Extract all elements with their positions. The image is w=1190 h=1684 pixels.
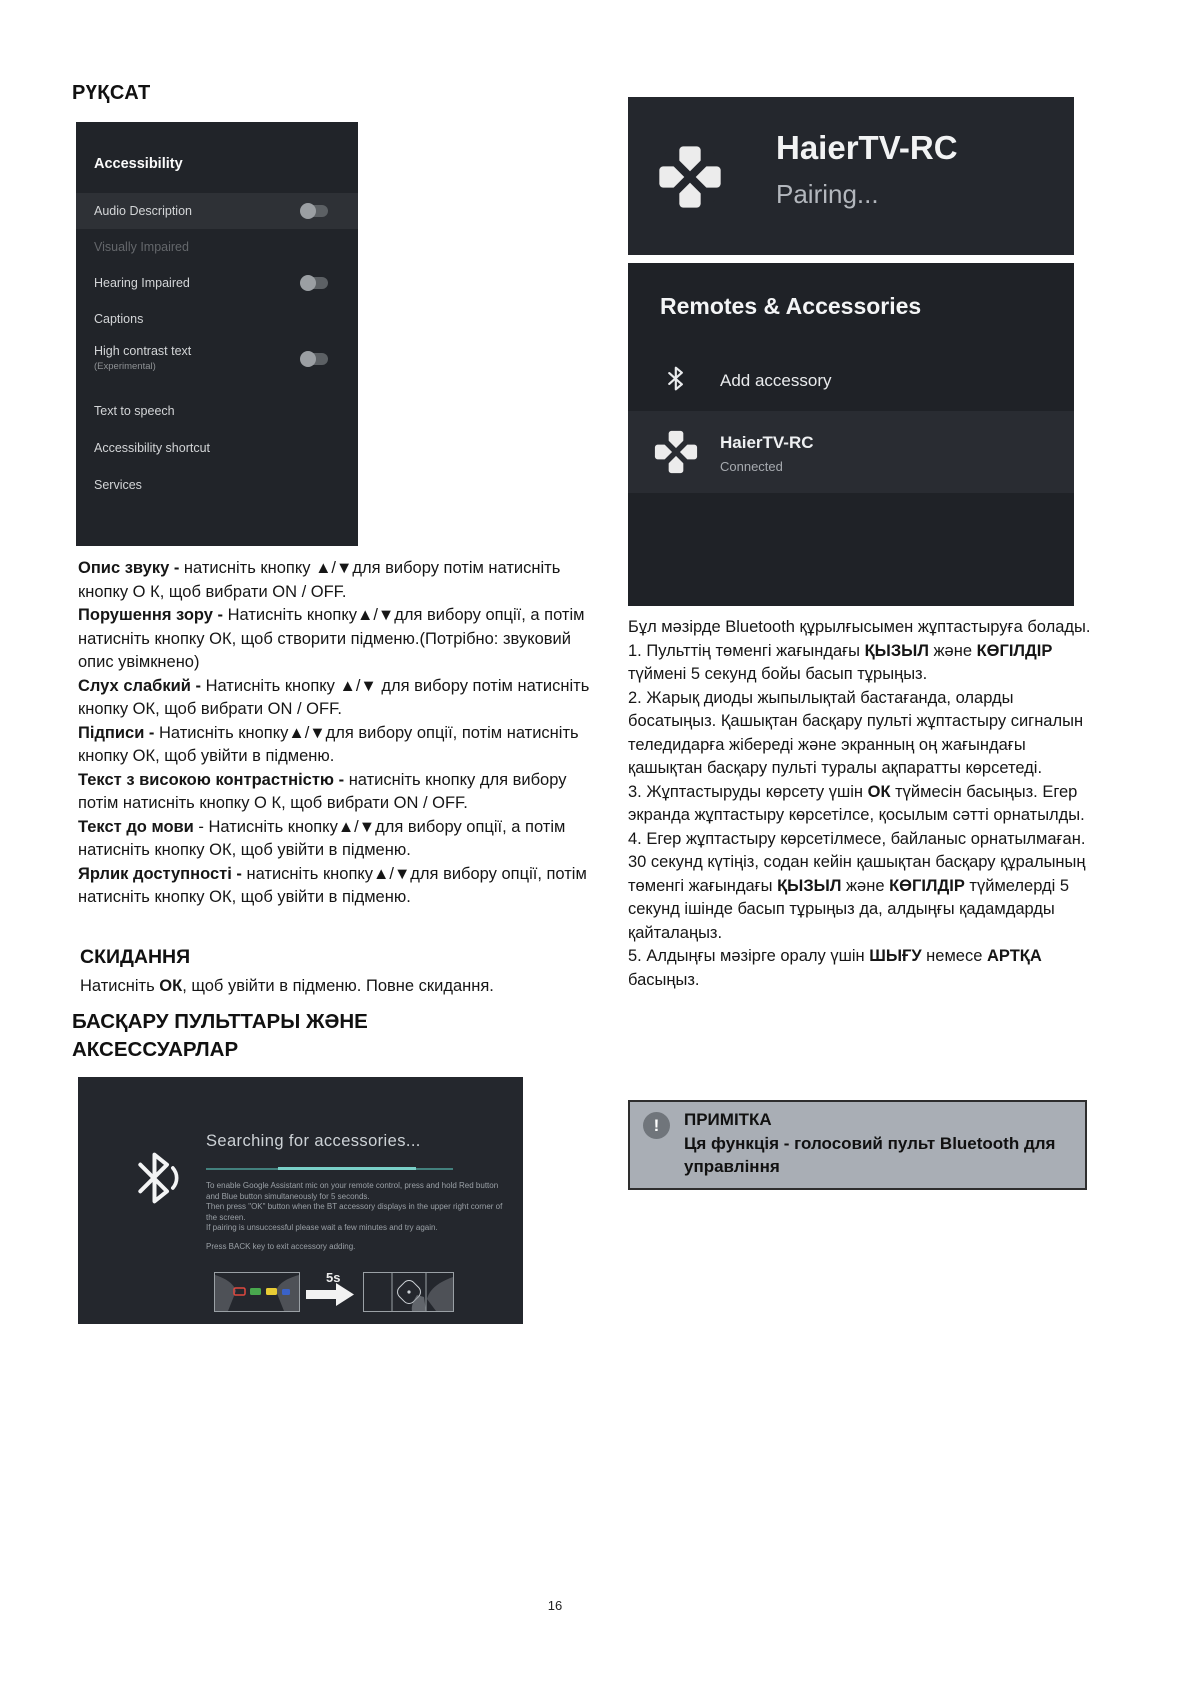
paragraph: Бұл мәзірде Bluetooth құрылғысымен жұптастыруға болады. (628, 618, 1091, 636)
paragraph: Підписи - Натисніть кнопку▲/▼для вибору опції, потім натисніть кнопку ОК, щоб увійти в підменю. (78, 723, 579, 765)
bluetooth-searching-icon (132, 1137, 182, 1224)
section-title-access: РҮҚСАТ (72, 82, 151, 104)
page-number: 16 (547, 1598, 563, 1613)
menu-item-hearing-impaired: Hearing Impaired (76, 265, 358, 301)
menu-item-text-to-speech: Text to speech (94, 404, 175, 418)
back-key-hint: Press BACK key to exit accessory adding. (206, 1241, 356, 1251)
menu-item-captions: Captions (94, 312, 144, 326)
section-title-reset: СКИДАННЯ (80, 946, 191, 968)
reset-instruction: Натисніть ОК, щоб увійти в підменю. Повне скидання. (80, 977, 494, 995)
remote-buttons-illustration (214, 1269, 454, 1315)
paragraph: 4. Егер жұптастыру көрсетілмесе, байланыс орнатылмаған. 30 секунд күтіңіз, содан кейін қашықтан басқару құралының төменгі жағындағы ҚЫЗЫЛ және КӨГІЛДІР түймелерді 5 секунд ішінде басып тұрыңыз да, алдыңғы қадамдарды қайталаңыз. (628, 829, 1086, 942)
toggle-off-icon (302, 205, 328, 217)
bluetooth-pairing-instructions (628, 616, 1096, 992)
note-box (628, 1100, 1087, 1190)
note-title: ПРИМІТКА (684, 1110, 772, 1129)
paragraph: Опис звуку - натисніть кнопку ▲/▼для вибору потім натисніть кнопку О К, щоб вибрати ON / OFF. (78, 559, 561, 601)
arrow-label: 5s (326, 1270, 341, 1285)
access-instructions (78, 557, 592, 910)
paragraph: 1. Пульттің төменгі жағындағы ҚЫЗЫЛ және КӨГІЛДІР түймені 5 секунд бойы басып тұрыңыз. (628, 641, 1053, 683)
paragraph: Текст до мови - Натисніть кнопку▲/▼для вибору опції, а потім натисніть кнопку ОК, щоб увійти в підменю. (78, 817, 566, 859)
heading-line-2: АКСЕССУАРЛАР (72, 1038, 239, 1061)
exclamation-icon: ! (643, 1112, 670, 1139)
paragraph: 5. Алдыңғы мәзірге оралу үшін ШЫҒУ немесе АРТҚА басыңыз. (628, 947, 1042, 989)
dpad-icon (654, 430, 698, 479)
menu-item-high-contrast-text: High contrast text (Experimental) (76, 337, 358, 381)
section-title-remotes (72, 1008, 368, 1064)
paragraph: 3. Жұптастыруды көрсету үшін ОК түймесін басыңыз. Егер экранда жұптастыру көрсетілсе, қосылым сәтті орнатылды. (628, 782, 1085, 824)
menu-item-audio-description: Audio Description (76, 193, 358, 229)
progress-bar-indicator (278, 1167, 416, 1170)
add-accessory-item: Add accessory (720, 371, 832, 390)
menu-item-services: Services (94, 478, 142, 492)
accessibility-menu-screenshot (76, 122, 358, 546)
note-text: Ця функція - голосовий пульт Bluetooth для управління (684, 1134, 1056, 1176)
searching-title: Searching for accessories... (206, 1132, 421, 1150)
connected-device-row (628, 411, 1074, 493)
accessibility-menu-title: Accessibility (94, 156, 183, 172)
menu-item-visually-impaired: Visually Impaired (94, 240, 189, 254)
toggle-off-icon (302, 353, 328, 365)
pairing-status: Pairing... (776, 179, 879, 209)
heading-line-1: БАСҚАРУ ПУЛЬТТАРЫ ЖӘНЕ (72, 1010, 368, 1033)
device-status: Connected (720, 459, 783, 474)
pairing-info-text: To enable Google Assistant mic on your remote control, press and hold Red button and Blue button simultaneously for 5 seconds. Then press "OK" button when the BT accessory displays in the upper right corner of the screen. If pairing is unsuccessful please wait a few minutes and try again. Press BACK key to exit accessory adding. (206, 1181, 503, 1251)
device-name: HaierTV-RC (720, 433, 814, 452)
pairing-screenshot (628, 97, 1074, 255)
paragraph: Порушення зору - Натисніть кнопку▲/▼для вибору опції, а потім натисніть кнопку ОК, щоб створити підменю.(Потрібно: звуковий опис увімкнено) (78, 606, 585, 671)
toggle-off-icon (302, 277, 328, 289)
paragraph: Ярлик доступності - натисніть кнопку▲/▼для вибору опції, потім натисніть кнопку ОК, щоб увійти в підменю. (78, 864, 587, 906)
pairing-device-name: HaierTV-RC (776, 129, 958, 166)
searching-accessories-screenshot (78, 1077, 523, 1324)
bluetooth-icon (666, 365, 686, 397)
dpad-icon (658, 145, 722, 214)
remotes-accessories-screenshot (628, 263, 1074, 606)
paragraph: 2. Жарық диоды жыпылықтай бастағанда, оларды босатыңыз. Қашықтан басқару пульті жұптастыру сигналын теледидарға жібереді және экранның оң жағындағы қашықтан басқару пульті туралы ақпаратты көрсетеді. (628, 688, 1084, 777)
menu-item-accessibility-shortcut: Accessibility shortcut (94, 441, 211, 455)
paragraph: Текст з високою контрастністю - натисніть кнопку для вибору потім натисніть кнопку О К, щоб вибрати ON / OFF. (78, 770, 567, 812)
paragraph: Слух слабкий - Натисніть кнопку ▲/▼ для вибору потім натисніть кнопку ОК, щоб вибрати ON / OFF. (78, 676, 590, 718)
arrow-right-icon (306, 1283, 354, 1306)
remotes-panel-title: Remotes & Accessories (660, 293, 922, 319)
